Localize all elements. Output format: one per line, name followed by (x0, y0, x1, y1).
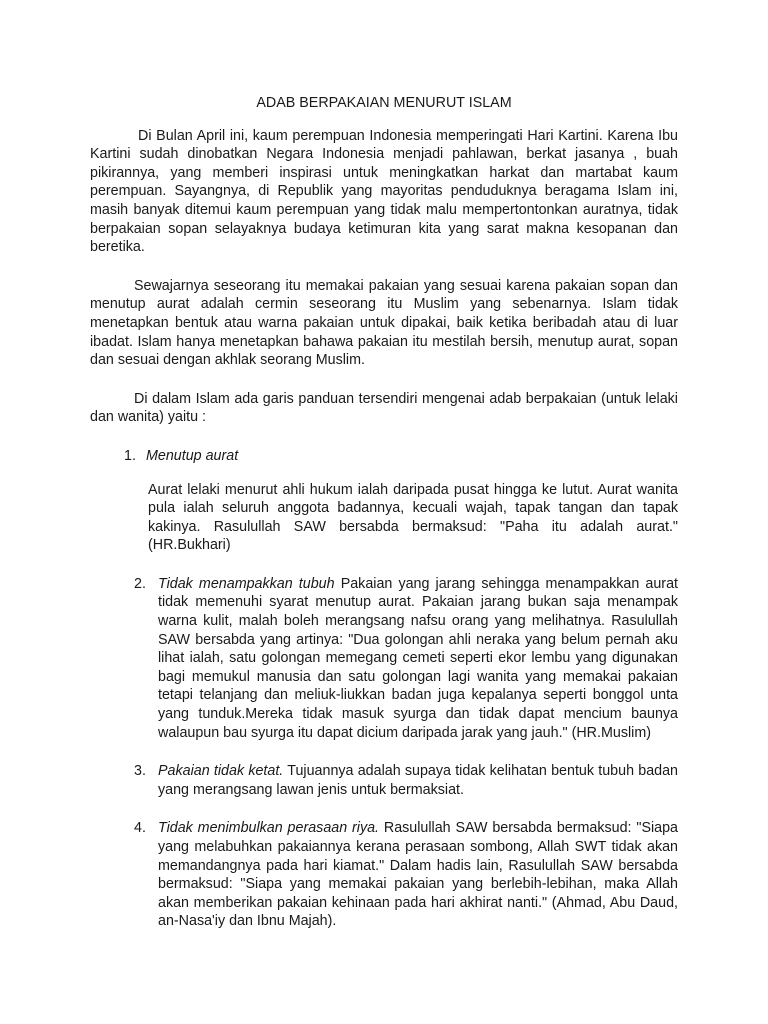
list-item-3 (90, 762, 678, 799)
list-text: Tujuannya adalah supaya tidak kelihatan bentuk tubuh badan yang merangsang lawan jenis untuk bermaksiat. (158, 763, 678, 798)
list-item-4 (90, 819, 678, 931)
paragraph-intro: Di Bulan April ini, kaum perempuan Indonesia memperingati Hari Kartini. Karena Ibu Kartini sudah dinobatkan Negara Indonesia menjadi pahlawan, berkat jasanya , buah pikirannya, yang memberi inspirasi untuk meningkatkan harkat dan martabat kaum perempuan. Sayangnya, di Republik yang mayoritas penduduknya beragama Islam ini, masih banyak ditemui kaum perempuan yang tidak malu mempertontonkan auratnya, tidak berpakaian sopan selayaknya budaya ketimuran kita yang sarat makna kesopanan dan beretika. (90, 127, 678, 256)
list-heading: Menutup aurat (146, 447, 239, 464)
list-text: Rasulullah SAW bersabda bermaksud: "Siapa yang melabuhkan pakaiannya kerana perasaan sombong, Allah SWT tidak akan memandangnya pada hari kiamat." Dalam hadis lain, Rasulullah SAW bersabda bermaksud: "Siapa yang memakai pakaian yang berlebih-lebihan, maka Allah akan memberikan pakaian kehinaan pada hari akhirat nanti." (Ahmad, Abu Daud, an-Nasa'iy dan Ibnu Majah). (158, 820, 679, 930)
list-heading: Tidak menimbulkan perasaan riya. (158, 820, 380, 837)
list-item-1 (90, 447, 678, 555)
paragraph-clothing: Sewajarnya seseorang itu memakai pakaian yang sesuai karena pakaian sopan dan menutup aurat adalah cermin seseorang itu Muslim yang sebenarnya. Islam tidak menetapkan bentuk atau warna pakaian untuk dipakai, baik ketika beribadah atau di luar ibadat. Islam hanya menetapkan bahawa pakaian itu mestilah bersih, menutup aurat, sopan dan sesuai dengan akhlak seorang Muslim. (90, 277, 678, 369)
list-item-4-body (158, 819, 678, 931)
list-number: 3. (134, 763, 146, 780)
list-heading: Pakaian tidak ketat. (158, 763, 284, 780)
list-item-2-body (158, 575, 678, 742)
list-number: 2. (134, 575, 146, 592)
document-title: ADAB BERPAKAIAN MENURUT ISLAM (256, 95, 512, 111)
list-text: Pakaian yang jarang sehingga menampakkan aurat tidak memenuhi syarat menutup aurat. Pakaian jarang bukan saja menampak warna kulit, malah boleh merangsang nafsu orang yang melihatnya. Rasulullah SAW bersabda yang artinya: "Dua golongan ahli neraka yang belum pernah aku lihat ialah, satu golongan memegang cemeti seperti ekor lembu yang digunakan bagi memukul manusia dan satu golongan lagi wanita yang memakai pakaian tetapi telanjang dan meliuk-liukkan badan juga kepalanya seperti bonggol unta yang tunduk.Mereka tidak masuk syurga dan tidak dapat mencium baunya walaupun bau syurga itu dapat dicium daripada jarak yang jauh." (HR.Muslim) (158, 575, 678, 741)
list-item-2 (90, 575, 678, 742)
list-item-1-header (90, 447, 678, 466)
paragraph-guidelines: Di dalam Islam ada garis panduan tersendiri mengenai adab berpakaian (untuk lelaki dan wanita) yaitu : (90, 390, 678, 426)
list-item-3-body (158, 762, 678, 799)
document-content (90, 94, 678, 931)
list-heading: Tidak menampakkan tubuh (158, 575, 335, 592)
list-number: 4. (134, 820, 146, 837)
list-number: 1. (124, 447, 136, 464)
list-item-1-text: Aurat lelaki menurut ahli hukum ialah daripada pusat hingga ke lutut. Aurat wanita pula ialah seluruh anggota badannya, kecuali wajah, tapak tangan dan tapak kakinya. Rasulullah SAW bersabda bermaksud: "Paha itu adalah aurat." (HR.Bukhari) (148, 481, 678, 554)
